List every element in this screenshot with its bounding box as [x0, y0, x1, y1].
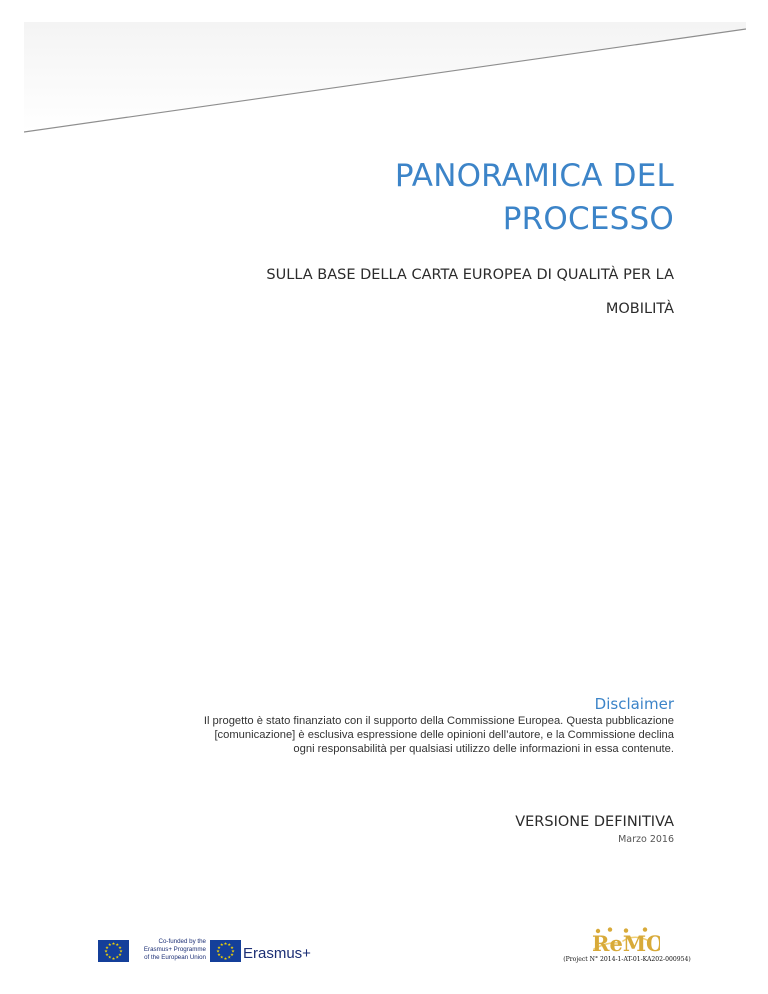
- document-date: Marzo 2016: [618, 834, 674, 845]
- disclaimer-line-1: Il progetto è stato finanziato con il supporto della Commissione Europea. Questa pubblicazione: [203, 715, 674, 727]
- svg-text:★: ★: [231, 948, 235, 954]
- title-block: [214, 155, 674, 241]
- svg-text:★: ★: [104, 948, 108, 954]
- svg-text:★: ★: [107, 954, 112, 960]
- disclaimer-line-3: ogni responsabilità per qualsiasi utilizzo delle informazioni in essa contenute.: [293, 743, 674, 755]
- eu-flag-icon: [210, 940, 241, 962]
- svg-text:★: ★: [115, 942, 120, 948]
- document-subtitle: [234, 258, 674, 326]
- svg-text:★: ★: [115, 954, 120, 960]
- svg-text:★: ★: [111, 955, 116, 961]
- svg-text:★: ★: [118, 944, 122, 950]
- subtitle-line-1: SULLA BASE DELLA CARTA EUROPEA DI QUALITÀ PER LA: [266, 267, 674, 283]
- project-code: (Project N° 2014-1-AT-01-KA202-000954): [563, 956, 691, 963]
- cofunding-footer: [98, 938, 312, 968]
- svg-text:★: ★: [230, 952, 234, 957]
- project-logo-area: [550, 927, 700, 973]
- svg-text:★: ★: [111, 941, 116, 947]
- svg-text:★: ★: [227, 942, 232, 948]
- svg-text:★: ★: [219, 954, 224, 960]
- svg-text:★: ★: [230, 944, 234, 950]
- svg-text:★: ★: [119, 948, 123, 954]
- svg-text:★: ★: [223, 955, 228, 961]
- disclaimer-text: [154, 714, 674, 756]
- remo-logo-icon: [588, 927, 660, 955]
- svg-text:★: ★: [227, 954, 232, 960]
- svg-text:★: ★: [217, 952, 221, 957]
- cofunded-text: Co-funded by the Erasmus+ Programme of the European Union: [143, 938, 206, 961]
- svg-text:★: ★: [105, 944, 109, 950]
- document-title-line-2: PROCESSO: [502, 201, 674, 237]
- svg-text:★: ★: [105, 952, 109, 957]
- svg-text:★: ★: [107, 942, 112, 948]
- svg-text:★: ★: [118, 952, 122, 957]
- remo-logo-text: ReMO: [592, 931, 660, 955]
- svg-text:★: ★: [219, 942, 224, 948]
- header-graphic: [24, 22, 746, 137]
- disclaimer-title: Disclaimer: [594, 695, 674, 713]
- erasmus-label: Erasmus+: [243, 945, 311, 962]
- svg-text:★: ★: [216, 948, 220, 954]
- subtitle-line-2: MOBILITÀ: [605, 301, 674, 317]
- eu-flag-icon: [98, 940, 129, 962]
- svg-text:★: ★: [217, 944, 221, 950]
- disclaimer-line-2: [comunicazione] è esclusiva espressione delle opinioni dell’autore, e la Commissione declina: [214, 729, 674, 741]
- document-title-line-1: PANORAMICA DEL: [394, 158, 674, 194]
- version-label: VERSIONE DEFINITIVA: [515, 814, 674, 830]
- svg-text:★: ★: [223, 941, 228, 947]
